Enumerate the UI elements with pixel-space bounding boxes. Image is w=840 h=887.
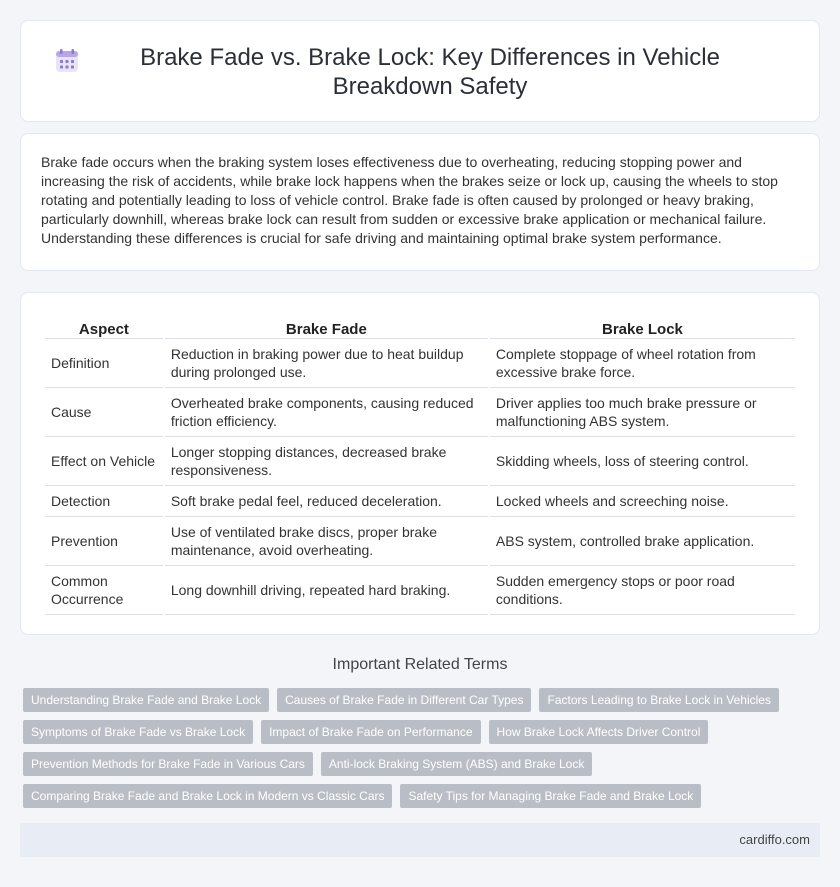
aspect-cell: Effect on Vehicle — [45, 437, 163, 486]
table-row — [45, 566, 795, 615]
brake-fade-cell: Reduction in braking power due to heat buildup during prolonged use. — [165, 339, 488, 388]
tag-row — [23, 688, 783, 712]
brake-fade-cell: Overheated brake components, causing reduced friction efficiency. — [165, 388, 488, 437]
footer-site-link[interactable]: cardiffo.com — [739, 832, 810, 847]
brake-lock-cell: Locked wheels and screeching noise. — [490, 486, 795, 517]
aspect-cell: Definition — [45, 339, 163, 388]
brake-lock-cell: Sudden emergency stops or poor road conditions. — [490, 566, 795, 615]
related-terms-tags — [23, 688, 783, 816]
aspect-cell: Detection — [45, 486, 163, 517]
comparison-table — [43, 313, 797, 615]
brake-lock-cell: Driver applies too much brake pressure or malfunctioning ABS system. — [490, 388, 795, 437]
brake-lock-cell: Skidding wheels, loss of steering control. — [490, 437, 795, 486]
related-term-tag[interactable]: Factors Leading to Brake Lock in Vehicles — [539, 688, 778, 712]
aspect-cell: Cause — [45, 388, 163, 437]
aspect-cell: Common Occurrence — [45, 566, 163, 615]
related-term-tag[interactable]: Safety Tips for Managing Brake Fade and Brake Lock — [400, 784, 701, 808]
related-term-tag[interactable]: Comparing Brake Fade and Brake Lock in Modern vs Classic Cars — [23, 784, 392, 808]
title-card — [20, 20, 820, 122]
related-term-tag[interactable]: Prevention Methods for Brake Fade in Various Cars — [23, 752, 313, 776]
related-term-tag[interactable]: How Brake Lock Affects Driver Control — [489, 720, 709, 744]
related-term-tag[interactable]: Understanding Brake Fade and Brake Lock — [23, 688, 269, 712]
footer — [20, 823, 820, 857]
brake-fade-cell: Use of ventilated brake discs, proper brake maintenance, avoid overheating. — [165, 517, 488, 566]
table-header-row — [45, 313, 795, 339]
brake-fade-cell: Soft brake pedal feel, reduced deceleration. — [165, 486, 488, 517]
table-row — [45, 339, 795, 388]
column-header-brake-lock: Brake Lock — [490, 313, 795, 339]
brake-fade-cell: Long downhill driving, repeated hard braking. — [165, 566, 488, 615]
table-row — [45, 486, 795, 517]
brake-fade-cell: Longer stopping distances, decreased brake responsiveness. — [165, 437, 488, 486]
brake-lock-cell: ABS system, controlled brake application. — [490, 517, 795, 566]
tag-row — [23, 720, 783, 744]
intro-card — [20, 133, 820, 271]
related-term-tag[interactable]: Anti-lock Braking System (ABS) and Brake Lock — [321, 752, 592, 776]
tag-row — [23, 784, 783, 808]
table-row — [45, 437, 795, 486]
table-row — [45, 388, 795, 437]
intro-paragraph: Brake fade occurs when the braking system loses effectiveness due to overheating, reducing stopping power and increasing the risk of accidents, while brake lock happens when the brakes seize or lock up, causing the wheels to stop rotating and potentially leading to loss of vehicle control. Brake fade is often caused by prolonged or heavy braking, particularly downhill, whereas brake lock can result from sudden or excessive brake application or mechanical failure. Understanding these differences is crucial for safe driving and maintaining optimal brake system performance. — [41, 154, 778, 246]
tag-row — [23, 752, 783, 776]
related-term-tag[interactable]: Symptoms of Brake Fade vs Brake Lock — [23, 720, 253, 744]
table-row — [45, 517, 795, 566]
comparison-table-card — [20, 292, 820, 635]
column-header-brake-fade: Brake Fade — [165, 313, 488, 339]
related-terms-heading: Important Related Terms — [332, 656, 508, 673]
brake-lock-cell: Complete stoppage of wheel rotation from excessive brake force. — [490, 339, 795, 388]
column-header-aspect: Aspect — [45, 313, 163, 339]
aspect-cell: Prevention — [45, 517, 163, 566]
related-term-tag[interactable]: Impact of Brake Fade on Performance — [261, 720, 480, 744]
related-term-tag[interactable]: Causes of Brake Fade in Different Car Types — [277, 688, 531, 712]
page-title: Brake Fade vs. Brake Lock: Key Differences in Vehicle Breakdown Safety — [140, 44, 720, 100]
